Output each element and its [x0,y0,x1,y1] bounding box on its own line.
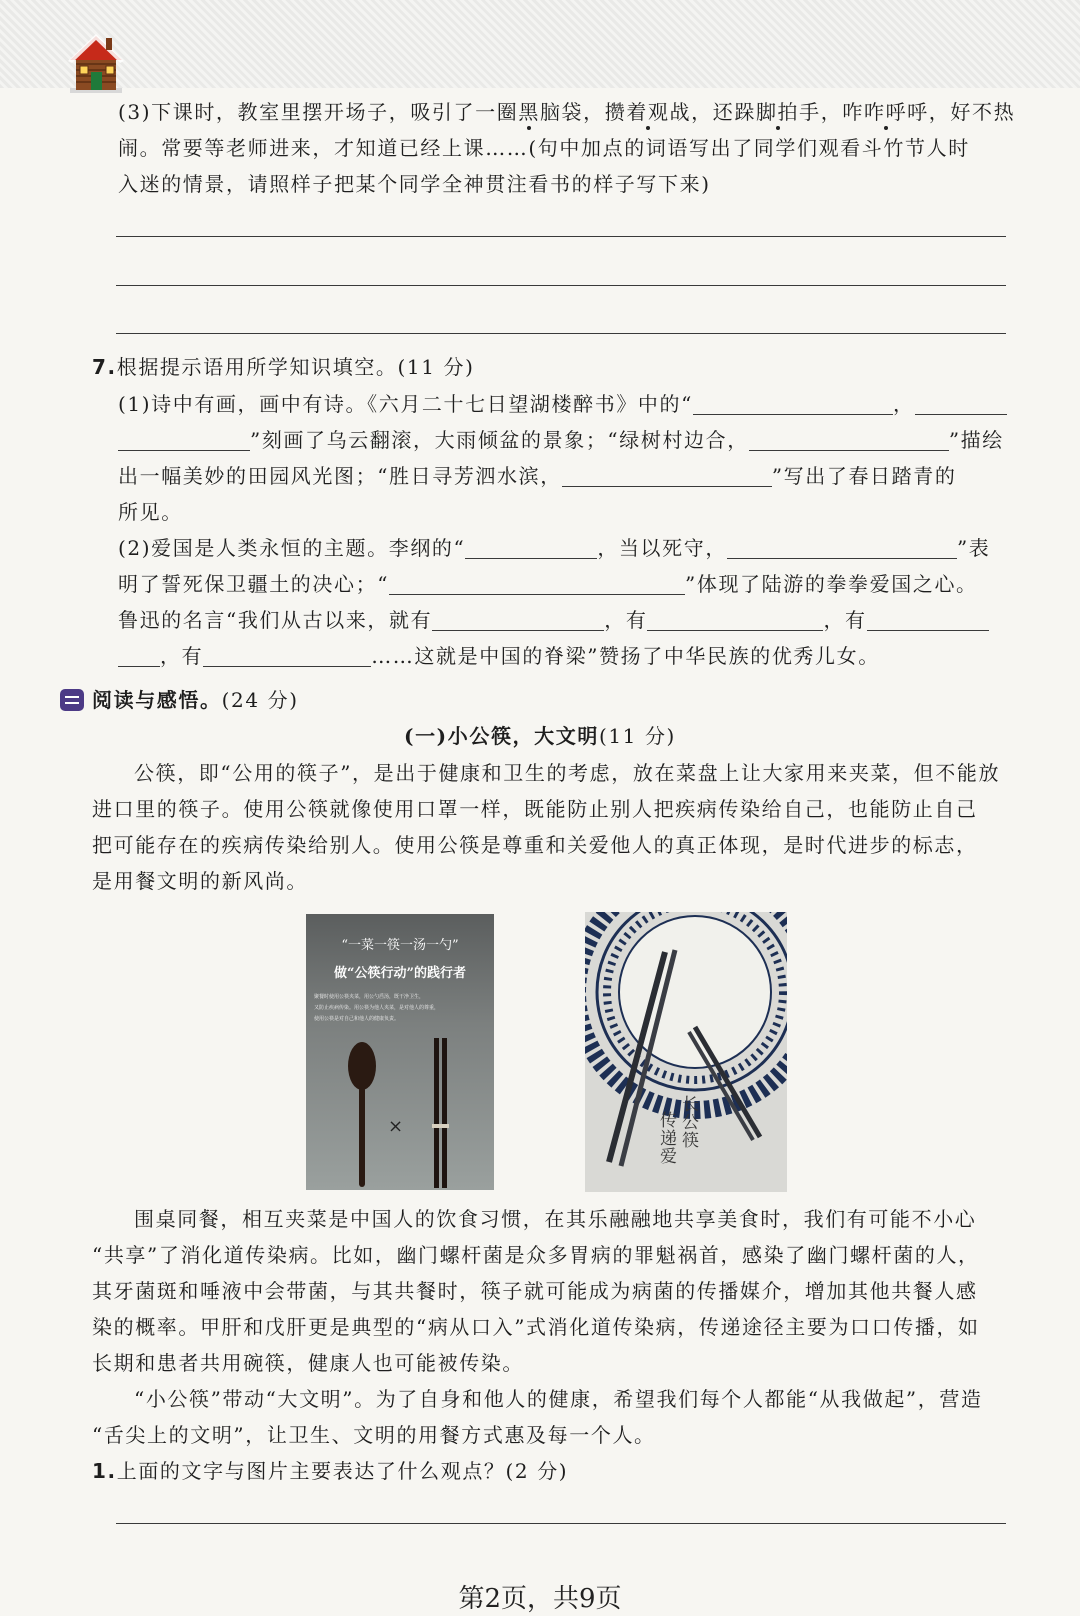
question-number: 7. [92,355,117,379]
article-para2-line: 染的概率。甲肝和戊肝更是典型的“病从口入”式消化道传染病，传递途径主要为口口传播，如 [92,1315,980,1339]
dotted-phrase: 攒着观战 [605,94,691,130]
fill-blank[interactable] [647,608,823,631]
article-para1-line: 公筷，即“公用的筷子”，是出于健康和卫生的考虑，放在菜盘上让大家用来夹菜，但不能放 [134,761,1001,785]
page-footer: 第2页，共9页 [458,1584,622,1614]
q7-1-line4: 所见。 [118,500,183,524]
log-cabin-icon [66,28,126,94]
header-band [0,0,1080,88]
section-title: 阅读与感悟。(24 分) [92,688,299,712]
fill-blank[interactable] [203,644,371,667]
fill-blank[interactable] [693,392,893,415]
article-para3-line: “小公筷”带动“大文明”。为了自身和他人的健康，希望我们每个人都能“从我做起”，营造 [134,1387,983,1411]
q7-1-line2: ”刻画了乌云翻滚，大雨倾盆的景象；“绿树村边合， ”描绘 [118,422,1004,458]
poster-text-col1: 传递爱 [660,1111,677,1167]
article-para1-line: 进口里的筷子。使用公筷就像使用口罩一样，既能防止别人把疾病传染给自己，也能防止自己 [92,797,978,821]
article-para1-line: 把可能存在的疾病传染给别人。使用公筷是尊重和关爱他人的真正体现，是时代进步的标志， [92,833,978,857]
q7-2-line3: 鲁迅的名言“我们从古以来，就有 ，有 ，有 [118,602,989,638]
q7-2-line4: ，有 ……这就是中国的脊梁”赞扬了中华民族的优秀儿女。 [118,638,880,674]
article-para2-line: 长期和患者共用碗筷，健康人也可能被传染。 [92,1351,524,1375]
q7-heading: 7.根据提示语用所学知识填空。(11 分) [92,355,475,379]
question-number: 1. [92,1459,117,1483]
poster-body: 聚餐时使用公筷夹菜，用公勺舀汤，既干净卫生， 又防止疾病传染。用公筷为他人夹菜，是对他人的尊重， 使用公筷是对自己和他人的健康负责。 [314,994,440,1022]
answer-line[interactable] [116,285,1006,286]
article-para2-line: 其牙菌斑和唾液中会带菌，与其共餐时，筷子就可能成为病菌的传播媒介，增加其他共餐人感 [92,1279,978,1303]
fill-blank[interactable] [465,536,597,559]
q6-3-line1: (3)下课时，教室里摆开场子，吸引了一圈黑脑袋，攒着观战，还跺脚拍手，咋咋呼呼，好不热 [118,94,1015,130]
fill-blank[interactable] [727,536,957,559]
article-para1-line: 是用餐文明的新风尚。 [92,869,308,893]
poster-heading: 做“公筷行动”的践行者 [334,966,466,981]
q6-3-line3: 入迷的情景，请照样子把某个同学全神贯注看书的样子写下来) [118,172,711,196]
q7-2-line2: 明了誓死保卫疆土的决心；“ ”体现了陆游的拳拳爱国之心。 [118,572,978,596]
section-marker-icon [60,689,84,711]
fill-blank[interactable] [749,428,949,451]
dotted-phrase: 一圈黑脑袋 [475,94,583,130]
poster-text-col2: 长公筷 [682,1095,699,1151]
q7-1-line1: (1)诗中有画，画中有诗。《六月二十七日望湖楼醉书》中的“ ， [118,386,1007,422]
poster-slogan: “一菜一筷一汤一勺” [341,938,459,953]
fill-blank[interactable] [562,464,772,487]
q7-1-line3: 出一幅美妙的田园风光图；“胜日寻芳泗水滨， ”写出了春日踏青的 [118,464,957,488]
article-para3-line: “舌尖上的文明”，让卫生、文明的用餐方式惠及每一个人。 [92,1423,656,1447]
answer-line[interactable] [116,333,1006,334]
q7-2-line1: (2)爱国是人类永恒的主题。李纲的“ ，当以死守， ”表 [118,536,991,560]
answer-line[interactable] [116,1523,1006,1524]
fill-blank[interactable] [915,392,1007,415]
poster-pass-love [585,912,787,1192]
fill-blank[interactable] [432,608,604,631]
dotted-phrase: 跺脚拍手 [734,94,820,130]
fill-blank[interactable] [118,644,160,667]
q6-3-line2: 闹。常要等老师进来，才知道已经上课……(句中加点的词语写出了同学们观看斗竹节人时 [118,136,970,160]
cross-mark: × [388,1116,404,1137]
answer-line[interactable] [116,236,1006,237]
dotted-phrase: 咋咋呼呼 [842,94,928,130]
fill-blank[interactable] [118,428,250,451]
poster-public-chopsticks [306,914,494,1190]
article-para2-line: “共享”了消化道传染病。比如，幽门螺杆菌是众多胃病的罪魁祸首，感染了幽门螺杆菌的人， [92,1243,980,1267]
article-title: (一)小公筷，大文明(11 分) [404,724,676,748]
fill-blank[interactable] [867,608,989,631]
fill-blank[interactable] [389,572,685,595]
q1-heading: 1.上面的文字与图片主要表达了什么观点？(2 分) [92,1459,569,1483]
spoon-chopsticks-icon [306,1032,494,1190]
article-para2-line: 围桌同餐，相互夹菜是中国人的饮食习惯，在其乐融融地共享美食时，我们有可能不小心 [134,1207,977,1231]
